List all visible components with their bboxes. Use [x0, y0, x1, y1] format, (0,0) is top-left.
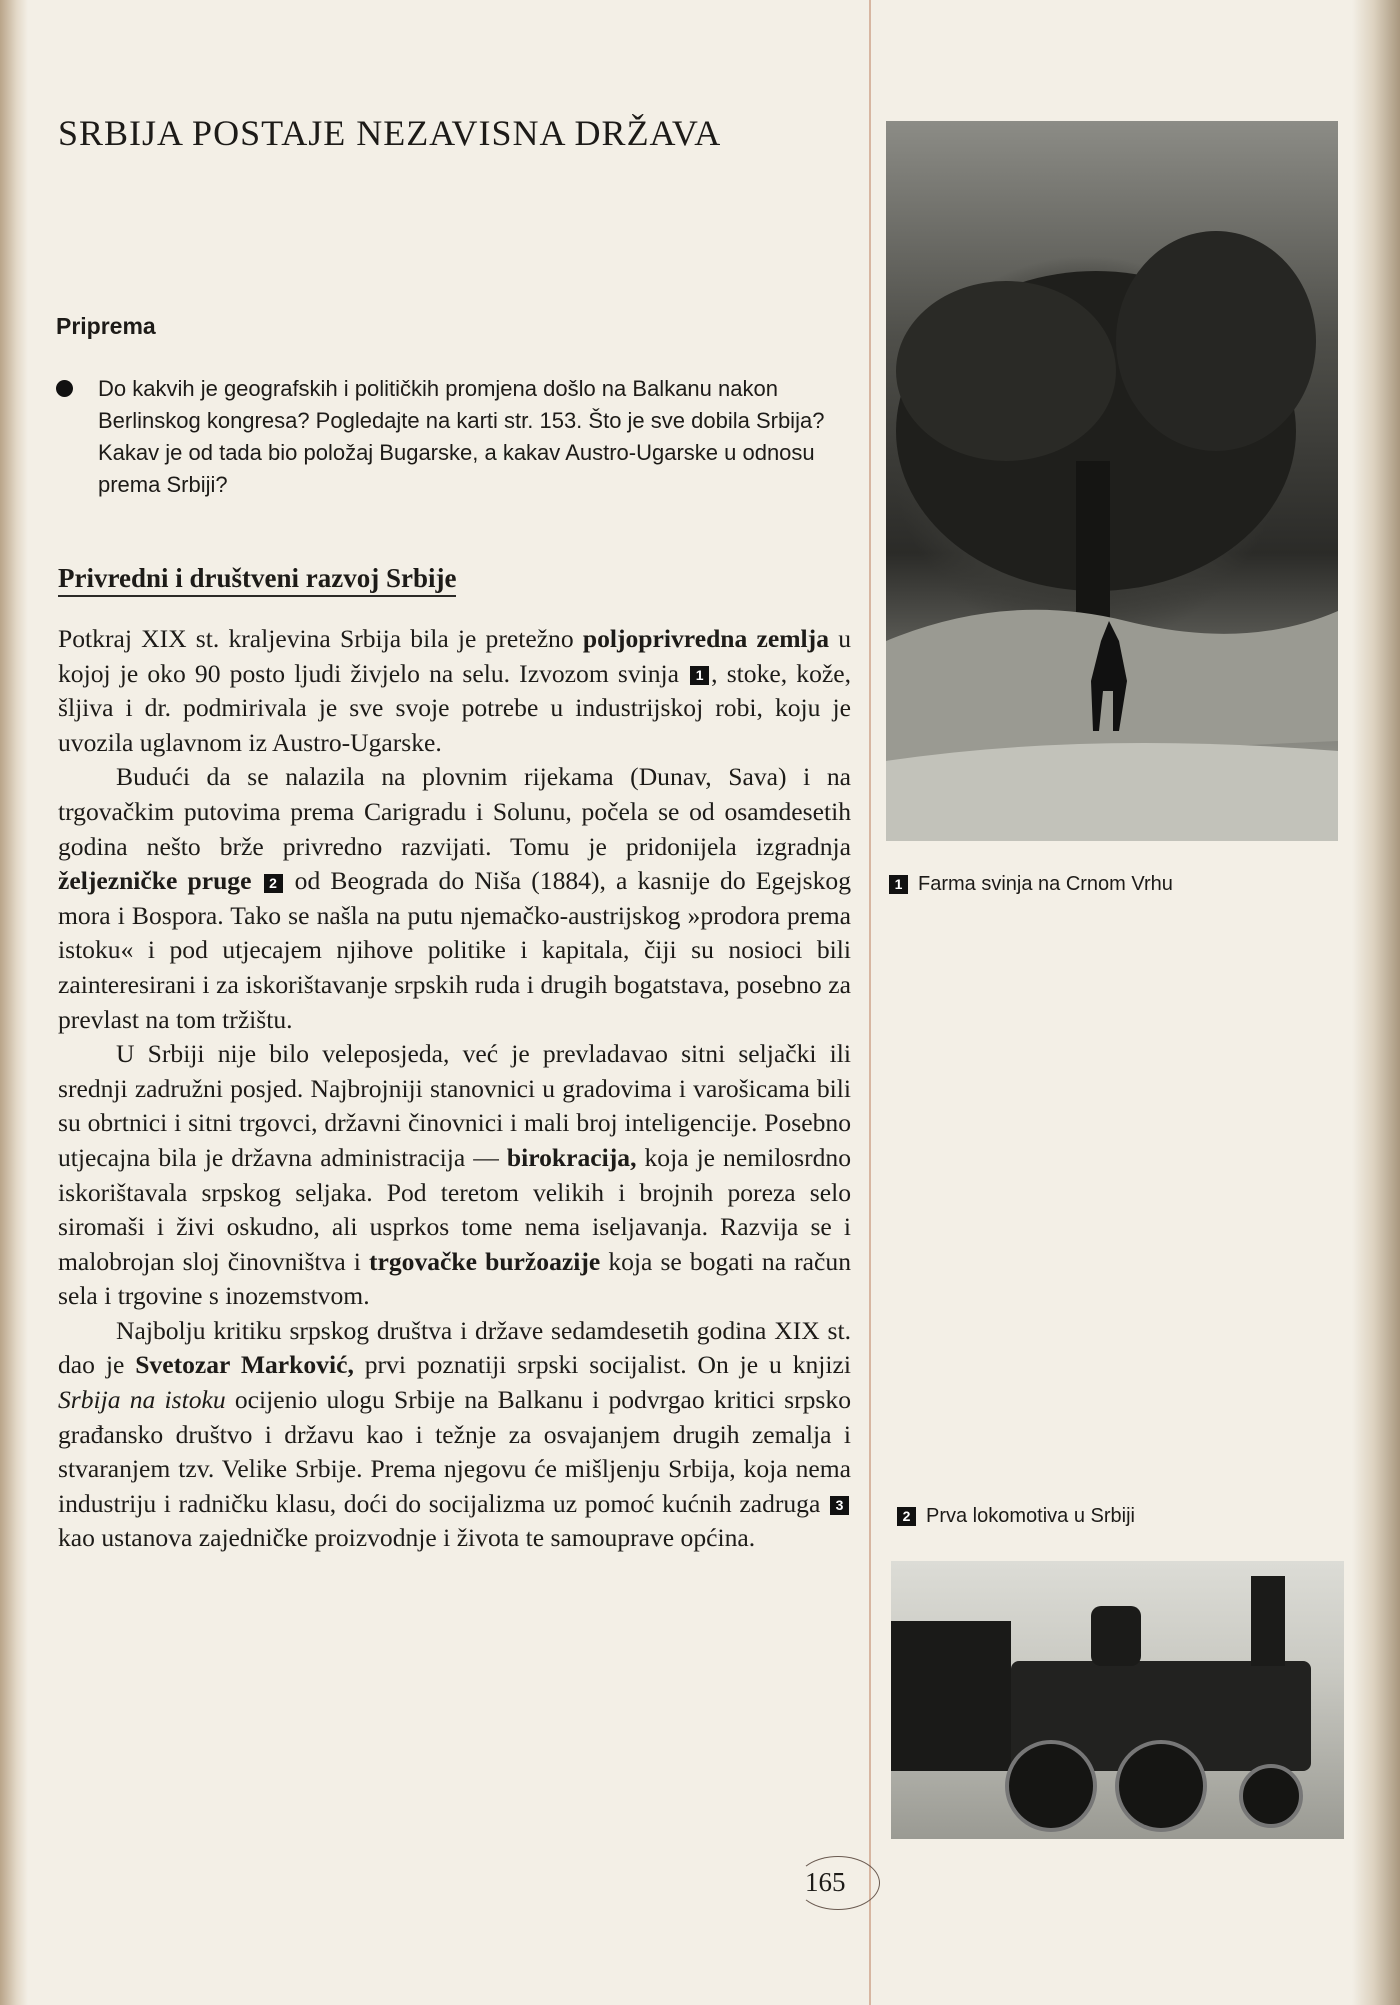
- bold-term: poljoprivredna zemlja: [582, 624, 829, 653]
- locomotive-dome: [1091, 1606, 1141, 1666]
- locomotive-drawing: [891, 1561, 1344, 1839]
- paragraph-1: [58, 622, 851, 760]
- preparation-block: [56, 373, 876, 501]
- bullet-icon: [56, 380, 73, 397]
- preparation-text: Do kakvih je geografskih i političkih promjena došlo na Balkanu nakon Berlinskog kongresa? Pogledajte na karti str. 153. Što je sve dobila Srbija? Kakav je od tada bio položaj Bugarske, a kakav Austro-Ugarske u odnosu prema Srbiji?: [98, 376, 825, 497]
- text-run: koja se bogati na račun sela i trgovine s inozemstvom.: [58, 1246, 851, 1311]
- text-run: kao ustanova zajedničke proizvodnje i života te samouprave općina.: [58, 1523, 756, 1553]
- text-run: koja je nemilosrdno iskorištavala srpskog seljaka. Pod teretom velikih i brojnih poreza selo siromaši i živi oskudno, ali usprkos tome nema iseljavanja. Razvija se i malobrojan sloj činovništva i: [58, 1142, 852, 1276]
- tree-canopy: [896, 281, 1116, 461]
- text-run: Najbolju kritiku srpskog društva i države sedamdesetih godina XIX st. dao je: [58, 1315, 851, 1380]
- text-run: ocijenio ulogu Srbije na Balkanu i podvrgao kritici srpsko građansko društvo i državu kao i težnje za osvajanjem drugih zemalja i stvaranjem tzv. Velike Srbije. Prema njegovu će mišljenju Srbija, koja nema industriju i radničku klasu, doći do socijalizma uz pomoć kućnih zadruga: [58, 1385, 851, 1518]
- foreground: [886, 743, 1338, 841]
- paragraph-2: [58, 760, 851, 1037]
- locomotive-chimney: [1251, 1576, 1285, 1666]
- page-fold-line: [869, 0, 871, 2005]
- text-run: U Srbiji nije bilo veleposjeda, već je prevladavao sitni seljački ili srednji zadružni posjed. Najbrojniji stanovnici u gradovima i varošicama bili su obrtnici i sitni trgovci, državni činovnici i mali broj inteligencije. Posebno utjecajna bila je državna administracija —: [58, 1039, 851, 1172]
- text-run: , stoke, kože, šljiva i dr. podmirivala je sve svoje potrebe u industrijskoj robi, koju je uvozila uglavnom iz Austro-Ugarske.: [58, 658, 851, 757]
- page-edge-right: [1352, 0, 1400, 2005]
- page-number: 165: [805, 1867, 846, 1897]
- caption-text: Prva lokomotiva u Srbiji: [926, 1505, 1135, 1527]
- bold-term: Svetozar Marković,: [135, 1350, 354, 1380]
- preparation-heading: Priprema: [56, 313, 156, 339]
- figure-caption-2: [895, 1505, 1135, 1528]
- bold-term: birokracija,: [506, 1142, 637, 1172]
- book-title: Srbija na istoku: [58, 1385, 226, 1415]
- text-run: Potkraj XIX st. kraljevina Srbija bila je pretežno: [58, 624, 583, 653]
- text-run: u kojoj je oko 90 posto ljudi živjelo na selu. Izvozom svinja: [58, 624, 851, 688]
- text-run: od Beograda do Niša (1884), a kasnije do Egejskog mora i Bospora. Tako se našla na putu njemačko-austrijskog »prodora prema istoku« i pod utjecajem njihove politike i kapitala, čiji su nosioci bili zainteresirani i za iskorištavanje srpskih ruda i drugih bogatstava, posebno za prevlast na tom tržištu.: [58, 866, 851, 1034]
- locomotive-photo: [891, 1561, 1344, 1839]
- locomotive-wheel: [1117, 1742, 1205, 1830]
- locomotive-wheel: [1007, 1742, 1095, 1830]
- paragraph-4: [58, 1314, 851, 1556]
- text-run: prvi poznatiji srpski socijalist. On je u knjizi: [353, 1350, 851, 1380]
- paragraph-3: [58, 1037, 851, 1314]
- page-title: SRBIJA POSTAJE NEZAVISNA DRŽAVA: [58, 113, 722, 153]
- tree-canopy: [1116, 231, 1316, 451]
- page-edge-left: [0, 0, 28, 2005]
- figure-caption-1: [887, 873, 1173, 896]
- section-heading: Privredni i društveni razvoj Srbije: [58, 563, 456, 597]
- locomotive-cab: [891, 1621, 1011, 1771]
- bold-term: željezničke pruge: [58, 866, 252, 896]
- article-body: [58, 622, 851, 1556]
- text-run: Budući da se nalazila na plovnim rijekama (Dunav, Sava) i na trgovačkim putovima prema Carigradu i Solunu, počela se od osamdesetih godina nešto brže privredno razvijati. Tomu je pridonijela izgradnja: [58, 762, 851, 861]
- figure-number-badge: 1: [889, 875, 908, 894]
- figure-ref-2[interactable]: 2: [264, 874, 283, 893]
- figure-number-badge: 2: [897, 1507, 916, 1526]
- bold-term: trgovačke buržoazije: [368, 1246, 601, 1276]
- figure-ref-1[interactable]: 1: [690, 666, 709, 685]
- locomotive-wheel: [1241, 1766, 1301, 1826]
- caption-text: Farma svinja na Crnom Vrhu: [918, 873, 1173, 895]
- figure-ref-3[interactable]: 3: [830, 1496, 849, 1515]
- engraving-drawing: [886, 121, 1338, 841]
- pig-farm-engraving: [886, 121, 1338, 841]
